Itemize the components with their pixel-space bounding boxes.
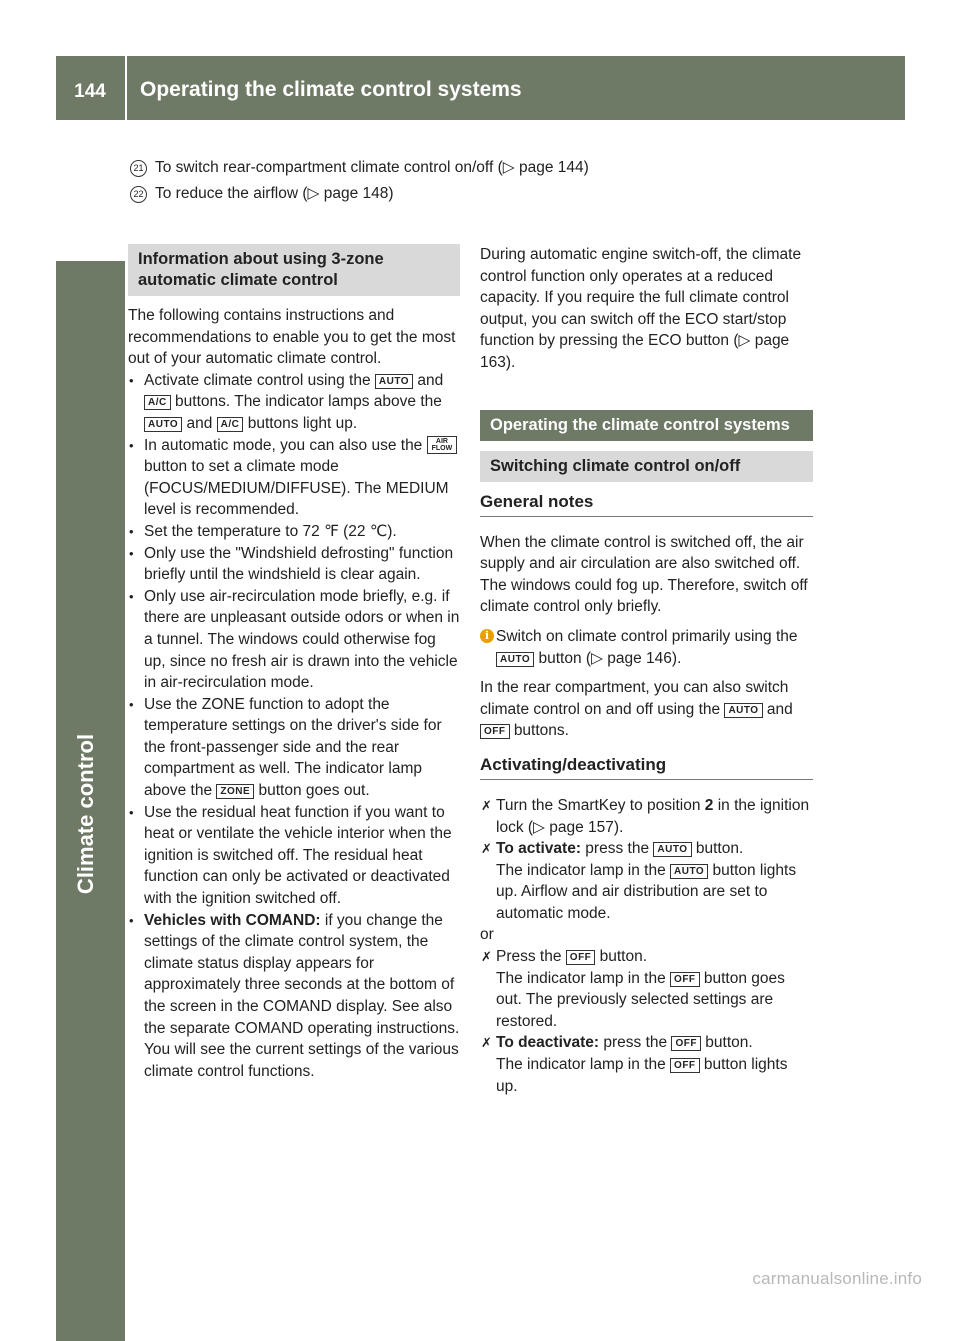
step-item: ✗ Turn the SmartKey to position 2 in the ignition lock (▷ page 157). [481,796,810,836]
section-heading: Operating the climate control systems [480,410,813,441]
off-button-icon: OFF [566,950,596,965]
subsection-heading: Switching climate control on/off [480,451,813,482]
off-button-icon: OFF [670,972,700,987]
auto-button-icon: AUTO [724,703,762,718]
off-button-icon: OFF [480,724,510,739]
airflow-button-icon: AIR FLOW [427,436,458,454]
ac-button-icon: A/C [217,417,244,432]
bullet-item: • Activate climate control using the AUTO and A/C buttons. The indicator lamps above the AUTO and A/C buttons light up. [129,371,444,432]
intro-text: The following contains instructions and recommendations to enable you to get the most out of your automatic climate control. [128,307,456,368]
auto-button-icon: AUTO [653,842,691,857]
ac-button-icon: A/C [144,395,171,410]
general-notes-text: When the climate control is switched off, the air supply and air circulation are also switched off. The windows could fog up. Therefore, switch off climate control only briefly. [480,533,808,616]
watermark [0,1250,960,1302]
item-number-22: 22 [130,186,147,203]
bullet-item: • Use the residual heat function if you want to heat or ventilate the vehicle interior when the ignition is switched off. The residual heat function can only be activated or deactivated with the ignition switched off. [129,803,452,908]
auto-button-icon: AUTO [375,374,413,389]
right-column [480,244,813,1097]
item-number-21: 21 [130,160,147,177]
watermark-text: carmanualsonline.info [752,1269,922,1288]
auto-button-icon: AUTO [670,864,708,879]
bullet-item: • Vehicles with COMAND: if you change the settings of the climate control system, the climate status display appears for approximately three seconds at the bottom of the screen in the COMAND display. See also the separate COMAND operating instructions. You will see the current settings of the various climate control functions. [129,911,460,1080]
chapter-label: Climate control [73,733,98,895]
header-divider [125,56,127,120]
off-button-icon: OFF [671,1036,701,1051]
eco-note: During automatic engine switch-off, the climate control function only operates at a reduced capacity. If you require the full climate control output, you can switch off the ECO start/stop function by pressing the ECO button (▷ page 163). [480,246,802,371]
legend-item: 21 To switch rear-compartment climate control on/off (▷ page 144) [130,157,910,178]
auto-button-icon: AUTO [144,417,182,432]
step-item: ✗ To activate: press the AUTO button. The indicator lamp in the AUTO button lights up. Airflow and air distribution are set to automatic mode. [481,840,797,922]
legend-item: 22 To reduce the airflow (▷ page 148) [130,183,910,204]
chapter-side-tab [56,261,125,1341]
page-number: 144 [74,81,106,102]
rear-compartment-text: In the rear compartment, you can also switch climate control on and off using the AUTO and OFF buttons. [480,679,793,740]
or-text: or [480,926,494,944]
off-button-icon: OFF [670,1058,700,1073]
info-icon: i [480,629,494,643]
zone-button-icon: ZONE [216,784,254,799]
activating-heading: Activating/deactivating [480,754,813,780]
info-note: i Switch on climate control primarily using the AUTO button (▷ page 146). [480,626,813,669]
step-item: ✗ Press the OFF button. The indicator lamp in the OFF button goes out. The previously selected settings are restored. [481,948,785,1030]
general-notes-heading: General notes [480,491,813,517]
section-heading: Information about using 3-zone automatic climate control [128,244,460,296]
bullet-item: • Use the ZONE function to adopt the temperature settings on the driver's side for the front-passenger side and the rear compartment as well. The indicator lamp above the ZONE button goes out. [129,695,442,800]
auto-button-icon: AUTO [496,652,534,667]
bullet-item: • Set the temperature to 72 ℉ (22 ℃). [129,522,397,540]
left-column [128,244,460,1082]
bullet-item: • In automatic mode, you can also use the AIR FLOW button to set a climate mode (FOCUS/MEDIUM/DIFFUSE). The MEDIUM level is recommended. [128,435,460,521]
page-header [56,56,905,120]
bullet-item: • Only use air-recirculation mode briefly, e.g. if there are unpleasant outside odors or when in a tunnel. The windows could otherwise fog up, since no fresh air is drawn into the vehicle in air-recirculation mode. [129,587,460,692]
page-title: Operating the climate control systems [140,78,522,101]
step-item: ✗ To deactivate: press the OFF button. The indicator lamp in the OFF button lights up. [481,1034,788,1095]
legend-items [130,157,910,209]
bullet-item: • Only use the "Windshield defrosting" function briefly until the windshield is clear again. [129,544,454,584]
